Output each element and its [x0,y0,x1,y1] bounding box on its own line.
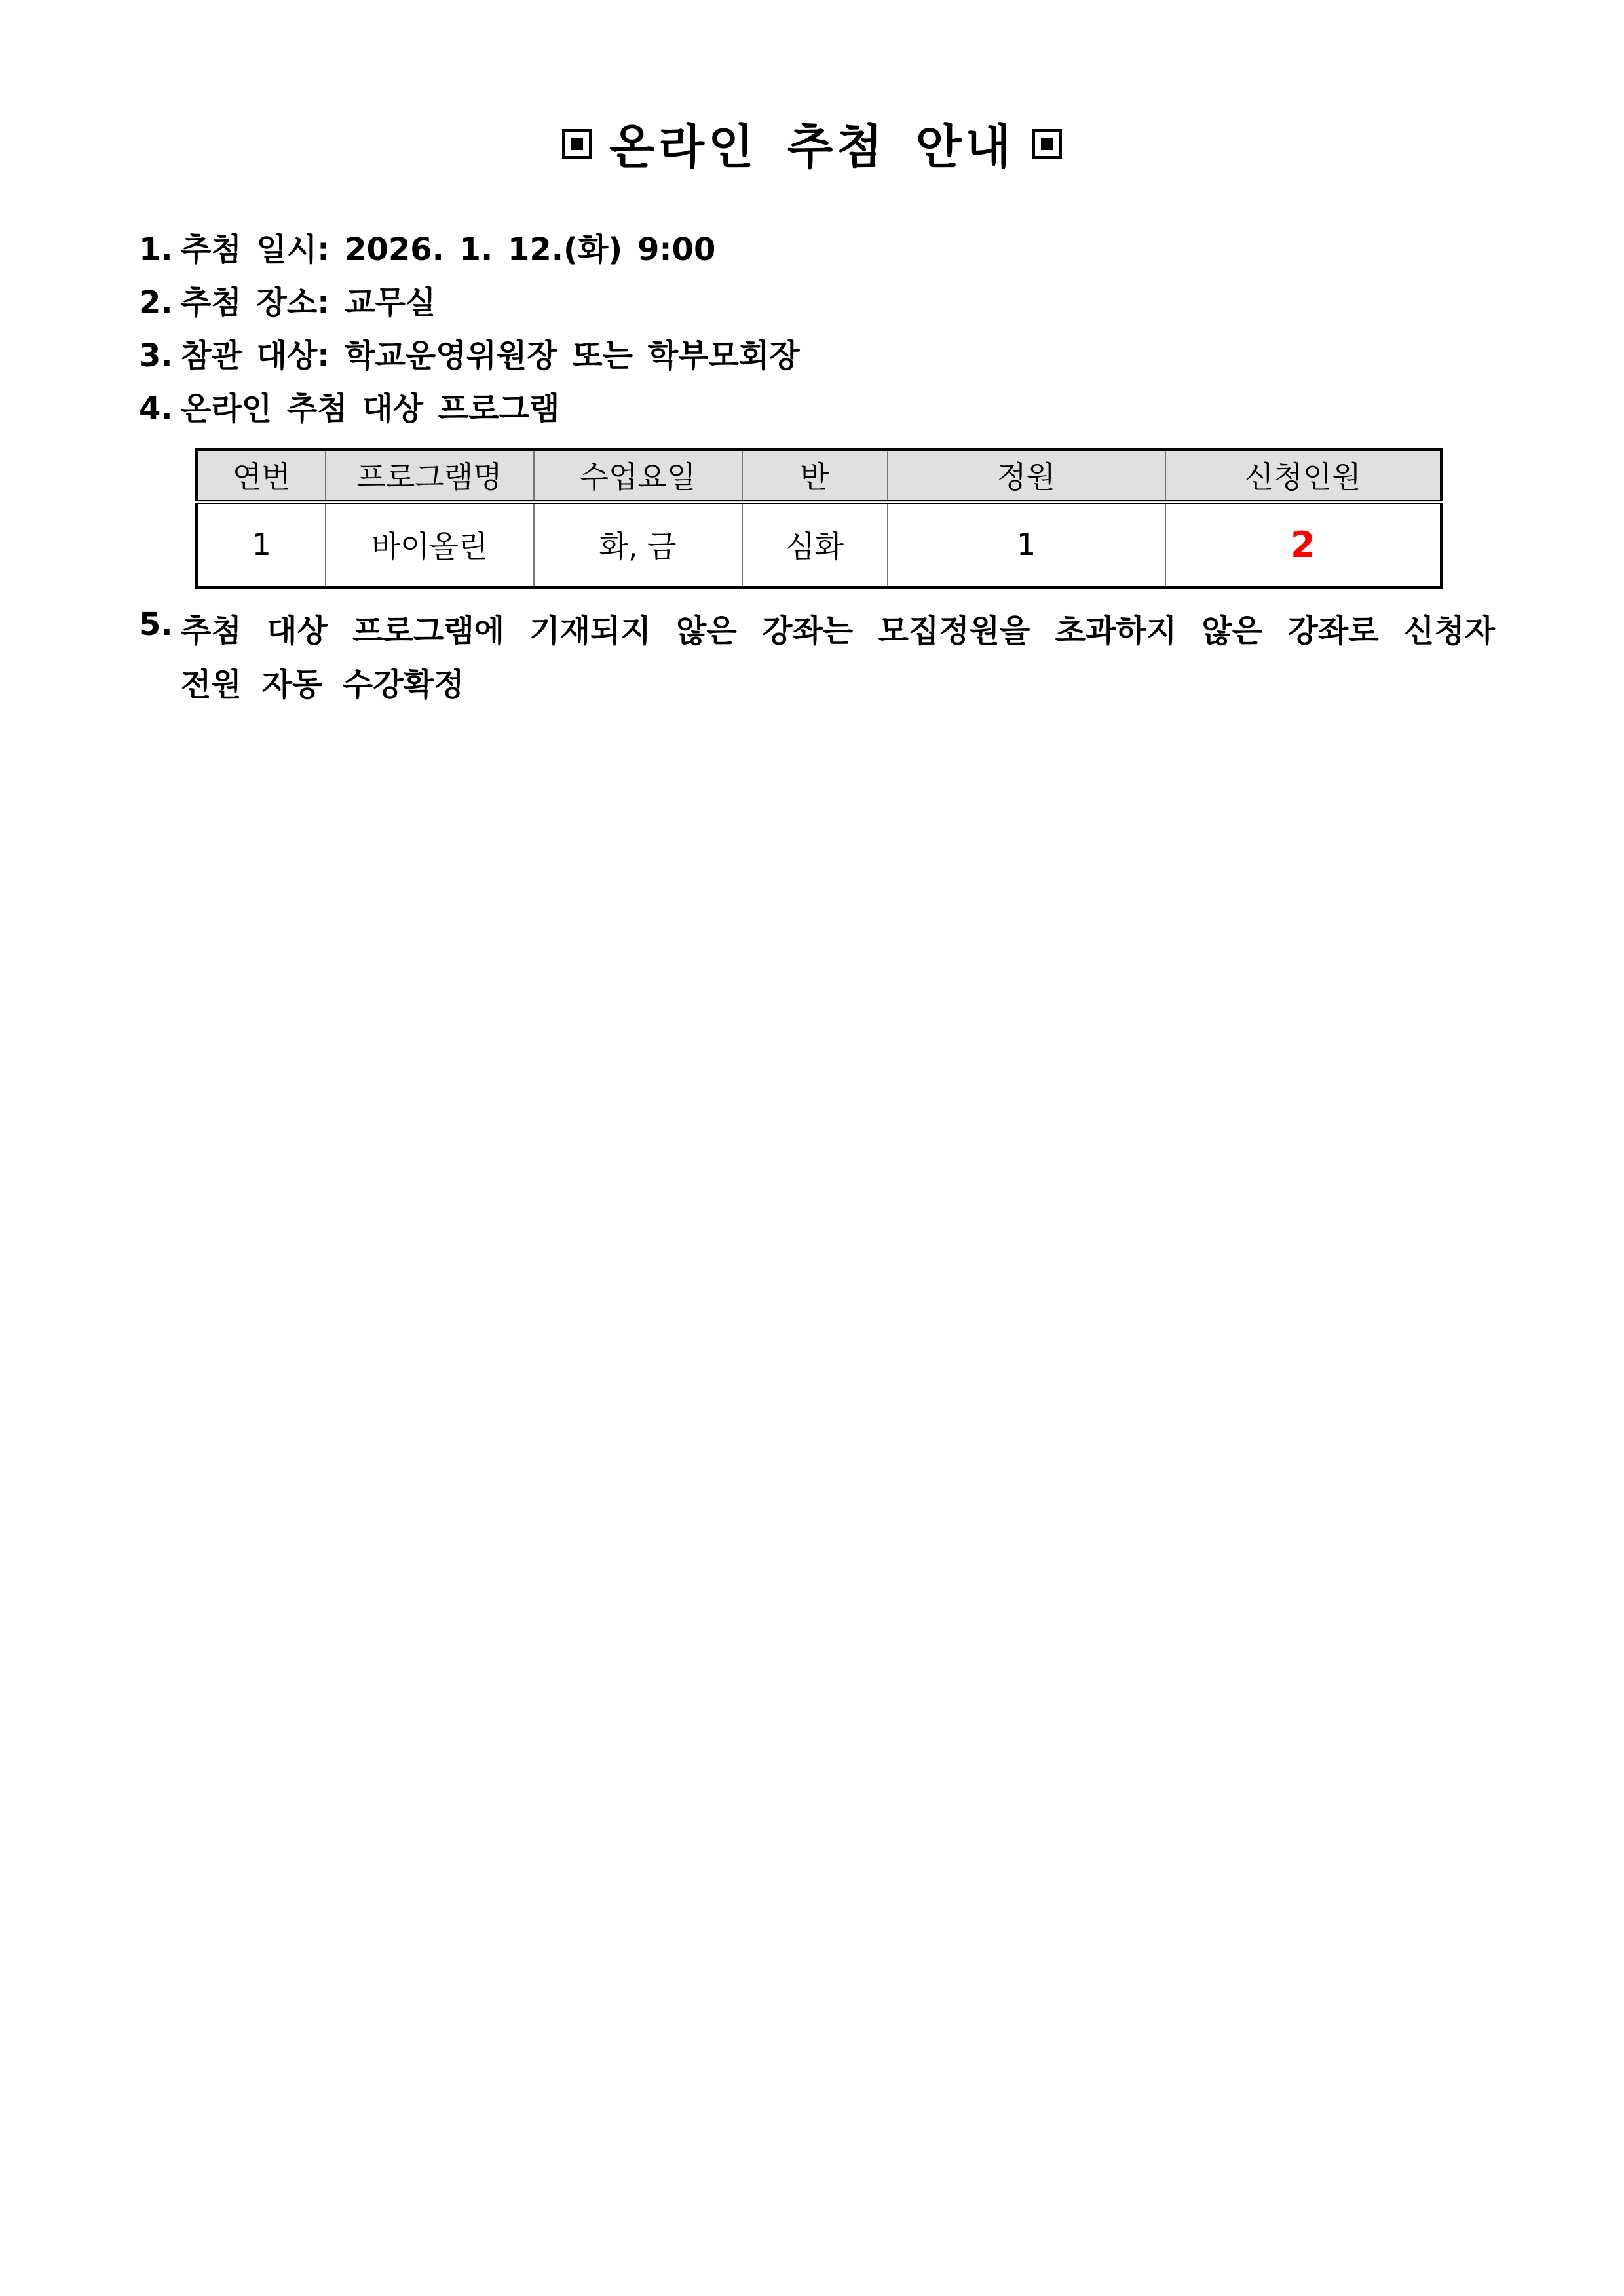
column-header-applicants: 신청인원 [1165,450,1442,502]
list-item-text: 추첨 장소: 교무실 [181,284,436,321]
table-cell-applicants: 2 [1165,502,1442,588]
list-item-auto-confirm-note [139,604,1495,712]
list-item-text: 추첨 대상 프로그램에 기재되지 않은 강좌는 모집정원을 초과하지 않은 강좌로 신청자 전원 자동 수강확정 [181,613,1495,703]
table-cell-program-name: 바이올린 [326,502,534,588]
page-title-text: 온라인 추첨 안내 [609,119,1015,174]
list-item-number: 2. [139,284,173,321]
list-item-number: 3. [139,337,173,374]
table-cell-capacity: 1 [888,502,1165,588]
list-item-location [139,282,436,323]
square-bullet-icon [562,129,592,159]
page-title [0,110,1624,176]
list-item-number: 5. [139,606,173,643]
table-row [197,502,1442,588]
list-item-schedule [139,229,715,270]
program-table [195,448,1443,589]
table-cell-level: 심화 [742,502,888,588]
column-header-program-name: 프로그램명 [326,450,534,502]
list-item-text: 온라인 추첨 대상 프로그램 [181,391,560,427]
list-item-text: 추첨 일시: 2026. 1. 12.(화) 9:00 [181,231,716,268]
column-header-index: 연번 [197,450,326,502]
table-cell-class-days: 화, 금 [534,502,742,588]
list-item-number: 1. [139,231,173,268]
list-item-number: 4. [139,391,173,427]
list-item-text: 참관 대상: 학교운영위원장 또는 학부모회장 [181,337,800,374]
column-header-capacity: 정원 [888,450,1165,502]
list-item-observers [139,335,800,376]
column-header-class-days: 수업요일 [534,450,742,502]
table-cell-index: 1 [197,502,326,588]
square-bullet-icon [1032,129,1062,159]
table-header-row [197,450,1442,502]
column-header-level: 반 [742,450,888,502]
list-item-target-programs [139,389,559,429]
